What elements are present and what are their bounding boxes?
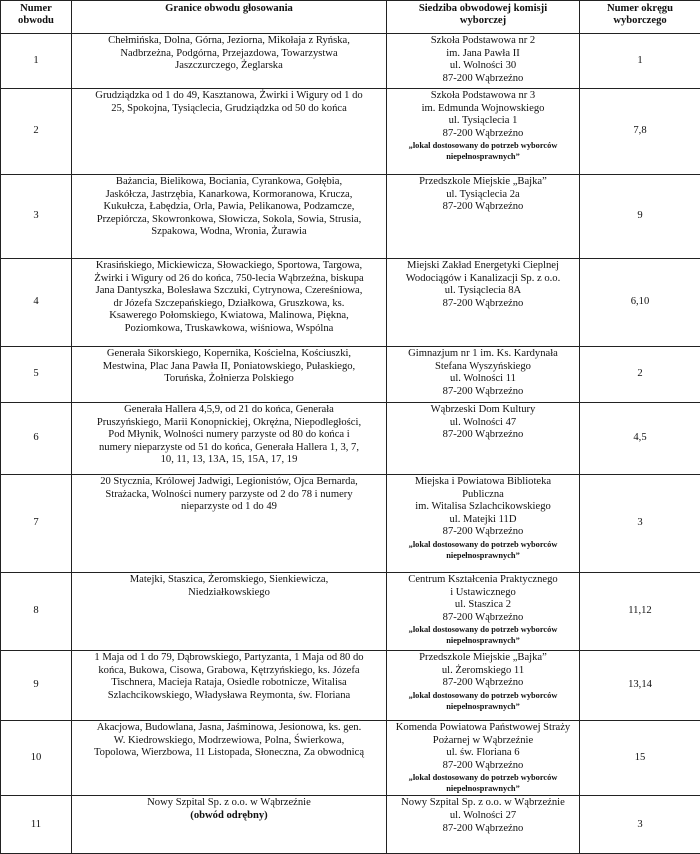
cell-numer-obwodu: 4 xyxy=(1,259,72,347)
siedziba-line: Przedszkole Miejskie „Bajka” xyxy=(389,176,577,189)
cell-okreg: 4,5 xyxy=(580,403,700,475)
granice-line: Pod Młynik, Wolności numery parzyste od 80 do końca i xyxy=(74,429,384,442)
siedziba-line: Przedszkole Miejskie „Bajka” xyxy=(389,652,577,665)
cell-okreg: 15 xyxy=(580,721,700,796)
header-granice: Granice obwodu głosowania xyxy=(72,1,387,34)
siedziba-line: 87-200 Wąbrzeźno xyxy=(389,73,577,86)
granice-line: 25, Spokojna, Tysiąclecia, Grudziądzka od 50 do końca xyxy=(74,103,384,116)
siedziba-line: 87-200 Wąbrzeźno xyxy=(389,526,577,539)
cell-granice xyxy=(72,34,387,89)
table-row xyxy=(1,475,700,573)
granice-line: Bażancia, Bielikowa, Bociania, Cyrankowa, Gołębia, xyxy=(74,176,384,189)
granice-line: Żwirki i Wigury od 26 do końca, 750-lecia Wąbrzeźna, biskupa xyxy=(74,273,384,286)
cell-granice xyxy=(72,796,387,854)
accessibility-note: „lokal dostosowany do potrzeb wyborców xyxy=(389,690,577,701)
accessibility-note: „lokal dostosowany do potrzeb wyborców xyxy=(389,772,577,783)
table-row xyxy=(1,403,700,475)
granice-line: nieparzyste od 1 do 49 xyxy=(74,501,384,514)
siedziba-line: ul. Wolności 11 xyxy=(389,373,577,386)
siedziba-line: ul. Wolności 30 xyxy=(389,60,577,73)
siedziba-line: ul. Matejki 11D xyxy=(389,514,577,527)
siedziba-line: ul. św. Floriana 6 xyxy=(389,747,577,760)
cell-numer-obwodu: 3 xyxy=(1,175,72,259)
granice-line: Grudziądzka od 1 do 49, Kasztanowa, Żwirki i Wigury od 1 do xyxy=(74,90,384,103)
granice-line: końca, Bukowa, Cisowa, Grabowa, Kętrzyńskiego, ks. Józefa xyxy=(74,665,384,678)
accessibility-note: „lokal dostosowany do potrzeb wyborców xyxy=(389,624,577,635)
siedziba-line: 87-200 Wąbrzeźno xyxy=(389,760,577,773)
siedziba-line: Gimnazjum nr 1 im. Ks. Kardynała xyxy=(389,348,577,361)
granice-line: 10, 11, 13, 13A, 15, 15A, 17, 19 xyxy=(74,454,384,467)
header-okreg: Numer okręgu wyborczego xyxy=(580,1,700,34)
cell-okreg: 3 xyxy=(580,796,700,854)
table-row xyxy=(1,259,700,347)
siedziba-line: 87-200 Wąbrzeźno xyxy=(389,128,577,141)
siedziba-line: ul. Tysiąclecia 8A xyxy=(389,285,577,298)
granice-line: Mestwina, Plac Jana Pawła II, Poniatowskiego, Pułaskiego, xyxy=(74,361,384,374)
granice-line: Nowy Szpital Sp. z o.o. w Wąbrzeźnie xyxy=(74,797,384,810)
header-row xyxy=(1,1,700,34)
granice-line: Szpakowa, Wodna, Wronia, Żurawia xyxy=(74,226,384,239)
table-row xyxy=(1,721,700,796)
granice-line: Matejki, Staszica, Żeromskiego, Sienkiewicza, xyxy=(74,574,384,587)
siedziba-line: 87-200 Wąbrzeźno xyxy=(389,386,577,399)
cell-granice xyxy=(72,573,387,651)
granice-line: 20 Stycznia, Królowej Jadwigi, Legionistów, Ojca Bernarda, xyxy=(74,476,384,489)
accessibility-note: niepełnosprawnych” xyxy=(389,783,577,794)
table-row xyxy=(1,796,700,854)
cell-numer-obwodu: 5 xyxy=(1,347,72,403)
siedziba-line: ul. Tysiąclecia 1 xyxy=(389,115,577,128)
siedziba-line: Stefana Wyszyńskiego xyxy=(389,361,577,374)
siedziba-line: im. Jana Pawła II xyxy=(389,48,577,61)
granice-line: Pruszyńskiego, Marii Konopnickiej, Okrężna, Niepodległości, xyxy=(74,417,384,430)
accessibility-note: niepełnosprawnych” xyxy=(389,151,577,162)
cell-okreg: 1 xyxy=(580,34,700,89)
cell-granice xyxy=(72,175,387,259)
granice-line: Przepiórcza, Skowronkowa, Słowicza, Sokola, Sowia, Strusia, xyxy=(74,214,384,227)
siedziba-line: ul. Żeromskiego 11 xyxy=(389,665,577,678)
siedziba-line: ul. Wolności 27 xyxy=(389,810,577,823)
cell-okreg: 9 xyxy=(580,175,700,259)
cell-okreg: 2 xyxy=(580,347,700,403)
siedziba-line: Miejska i Powiatowa Biblioteka xyxy=(389,476,577,489)
siedziba-line: 87-200 Wąbrzeźno xyxy=(389,201,577,214)
siedziba-line: im. Edmunda Wojnowskiego xyxy=(389,103,577,116)
granice-line: Jaskółcza, Jastrzębia, Kanarkowa, Kormoranowa, Krucza, xyxy=(74,189,384,202)
siedziba-line: im. Witalisa Szlachcikowskiego xyxy=(389,501,577,514)
cell-granice xyxy=(72,403,387,475)
siedziba-line: Miejski Zakład Energetyki Cieplnej xyxy=(389,260,577,273)
granice-line: Topolowa, Wierzbowa, 11 Listopada, Słoneczna, Za obwodnicą xyxy=(74,747,384,760)
granice-line: Generała Hallera 4,5,9, od 21 do końca, Generała xyxy=(74,404,384,417)
siedziba-line: Pożarnej w Wąbrzeźnie xyxy=(389,735,577,748)
siedziba-line: 87-200 Wąbrzeźno xyxy=(389,612,577,625)
siedziba-line: 87-200 Wąbrzeźno xyxy=(389,298,577,311)
table-row xyxy=(1,89,700,175)
siedziba-line: Wąbrzeski Dom Kultury xyxy=(389,404,577,417)
siedziba-line: Centrum Kształcenia Praktycznego xyxy=(389,574,577,587)
cell-numer-obwodu: 2 xyxy=(1,89,72,175)
granice-line: Niedziałkowskiego xyxy=(74,587,384,600)
accessibility-note: „lokal dostosowany do potrzeb wyborców xyxy=(389,140,577,151)
cell-granice xyxy=(72,259,387,347)
cell-numer-obwodu: 6 xyxy=(1,403,72,475)
cell-numer-obwodu: 1 xyxy=(1,34,72,89)
cell-okreg: 7,8 xyxy=(580,89,700,175)
cell-siedziba xyxy=(387,89,580,175)
siedziba-line: Nowy Szpital Sp. z o.o. w Wąbrzeźnie xyxy=(389,797,577,810)
accessibility-note: niepełnosprawnych” xyxy=(389,635,577,646)
cell-siedziba xyxy=(387,573,580,651)
cell-siedziba xyxy=(387,475,580,573)
granice-line: W. Kiedrowskiego, Modrzewiowa, Polna, Świerkowa, xyxy=(74,735,384,748)
siedziba-line: i Ustawicznego xyxy=(389,587,577,600)
cell-granice xyxy=(72,475,387,573)
siedziba-line: Komenda Powiatowa Państwowej Straży xyxy=(389,722,577,735)
cell-siedziba xyxy=(387,721,580,796)
cell-siedziba xyxy=(387,403,580,475)
cell-siedziba xyxy=(387,796,580,854)
accessibility-note: niepełnosprawnych” xyxy=(389,701,577,712)
siedziba-line: 87-200 Wąbrzeźno xyxy=(389,823,577,836)
table-row xyxy=(1,347,700,403)
cell-granice xyxy=(72,651,387,721)
cell-numer-obwodu: 8 xyxy=(1,573,72,651)
table-row xyxy=(1,34,700,89)
cell-okreg: 13,14 xyxy=(580,651,700,721)
granice-line: Toruńska, Żołnierza Polskiego xyxy=(74,373,384,386)
header-siedziba: Siedziba obwodowej komisji wyborczej xyxy=(387,1,580,34)
siedziba-line: ul. Staszica 2 xyxy=(389,599,577,612)
cell-okreg: 3 xyxy=(580,475,700,573)
header-numer-obwodu: Numer obwodu xyxy=(1,1,72,34)
cell-granice xyxy=(72,89,387,175)
granice-line: Kukułcza, Łabędzia, Orla, Pawia, Pelikanowa, Podzamcze, xyxy=(74,201,384,214)
table-row xyxy=(1,651,700,721)
granice-line: Chełmińska, Dolna, Górna, Jeziorna, Mikołaja z Ryńska, xyxy=(74,35,384,48)
siedziba-line: Szkoła Podstawowa nr 2 xyxy=(389,35,577,48)
cell-siedziba xyxy=(387,347,580,403)
siedziba-line: 87-200 Wąbrzeźno xyxy=(389,677,577,690)
cell-numer-obwodu: 11 xyxy=(1,796,72,854)
cell-okreg: 11,12 xyxy=(580,573,700,651)
granice-line: Nadbrzeżna, Podgórna, Przejazdowa, Towarzystwa xyxy=(74,48,384,61)
siedziba-line: 87-200 Wąbrzeźno xyxy=(389,429,577,442)
siedziba-line: Wodociągów i Kanalizacji Sp. z o.o. xyxy=(389,273,577,286)
siedziba-line: Publiczna xyxy=(389,489,577,502)
cell-siedziba xyxy=(387,175,580,259)
granice-line: Ksawerego Połomskiego, Kwiatowa, Malinowa, Piękna, xyxy=(74,310,384,323)
granice-line: Jana Dantyszka, Bolesława Szczuki, Cytrynowa, Czereśniowa, xyxy=(74,285,384,298)
granice-line: Strażacka, Wolności numery parzyste od 2 do 78 i numery xyxy=(74,489,384,502)
granice-bold-note: (obwód odrębny) xyxy=(74,810,384,823)
table-row xyxy=(1,175,700,259)
granice-line: Szlachcikowskiego, Władysława Reymonta, św. Floriana xyxy=(74,690,384,703)
granice-line: dr Józefa Szczepańskiego, Działkowa, Gruszkowa, ks. xyxy=(74,298,384,311)
granice-line: Akacjowa, Budowlana, Jasna, Jaśminowa, Jesionowa, ks. gen. xyxy=(74,722,384,735)
granice-line: 1 Maja od 1 do 79, Dąbrowskiego, Partyzanta, 1 Maja od 80 do xyxy=(74,652,384,665)
cell-granice xyxy=(72,347,387,403)
accessibility-note: „lokal dostosowany do potrzeb wyborców xyxy=(389,539,577,550)
cell-siedziba xyxy=(387,259,580,347)
siedziba-line: ul. Wolności 47 xyxy=(389,417,577,430)
cell-numer-obwodu: 7 xyxy=(1,475,72,573)
granice-line: Krasińskiego, Mickiewicza, Słowackiego, Sportowa, Targowa, xyxy=(74,260,384,273)
granice-line: Jaszczurczego, Żeglarska xyxy=(74,60,384,73)
siedziba-line: ul. Tysiąclecia 2a xyxy=(389,189,577,202)
granice-line: numery nieparzyste od 51 do końca, Generała Hallera 1, 3, 7, xyxy=(74,442,384,455)
cell-siedziba xyxy=(387,651,580,721)
table-row xyxy=(1,573,700,651)
accessibility-note: niepełnosprawnych” xyxy=(389,550,577,561)
granice-line: Tischnera, Macieja Rataja, Osiedle robotnicze, Witalisa xyxy=(74,677,384,690)
cell-numer-obwodu: 9 xyxy=(1,651,72,721)
granice-line: Poziomkowa, Truskawkowa, wiśniowa, Wspólna xyxy=(74,323,384,336)
siedziba-line: Szkoła Podstawowa nr 3 xyxy=(389,90,577,103)
cell-numer-obwodu: 10 xyxy=(1,721,72,796)
cell-siedziba xyxy=(387,34,580,89)
cell-granice xyxy=(72,721,387,796)
cell-okreg: 6,10 xyxy=(580,259,700,347)
granice-line: Generała Sikorskiego, Kopernika, Kościelna, Kościuszki, xyxy=(74,348,384,361)
